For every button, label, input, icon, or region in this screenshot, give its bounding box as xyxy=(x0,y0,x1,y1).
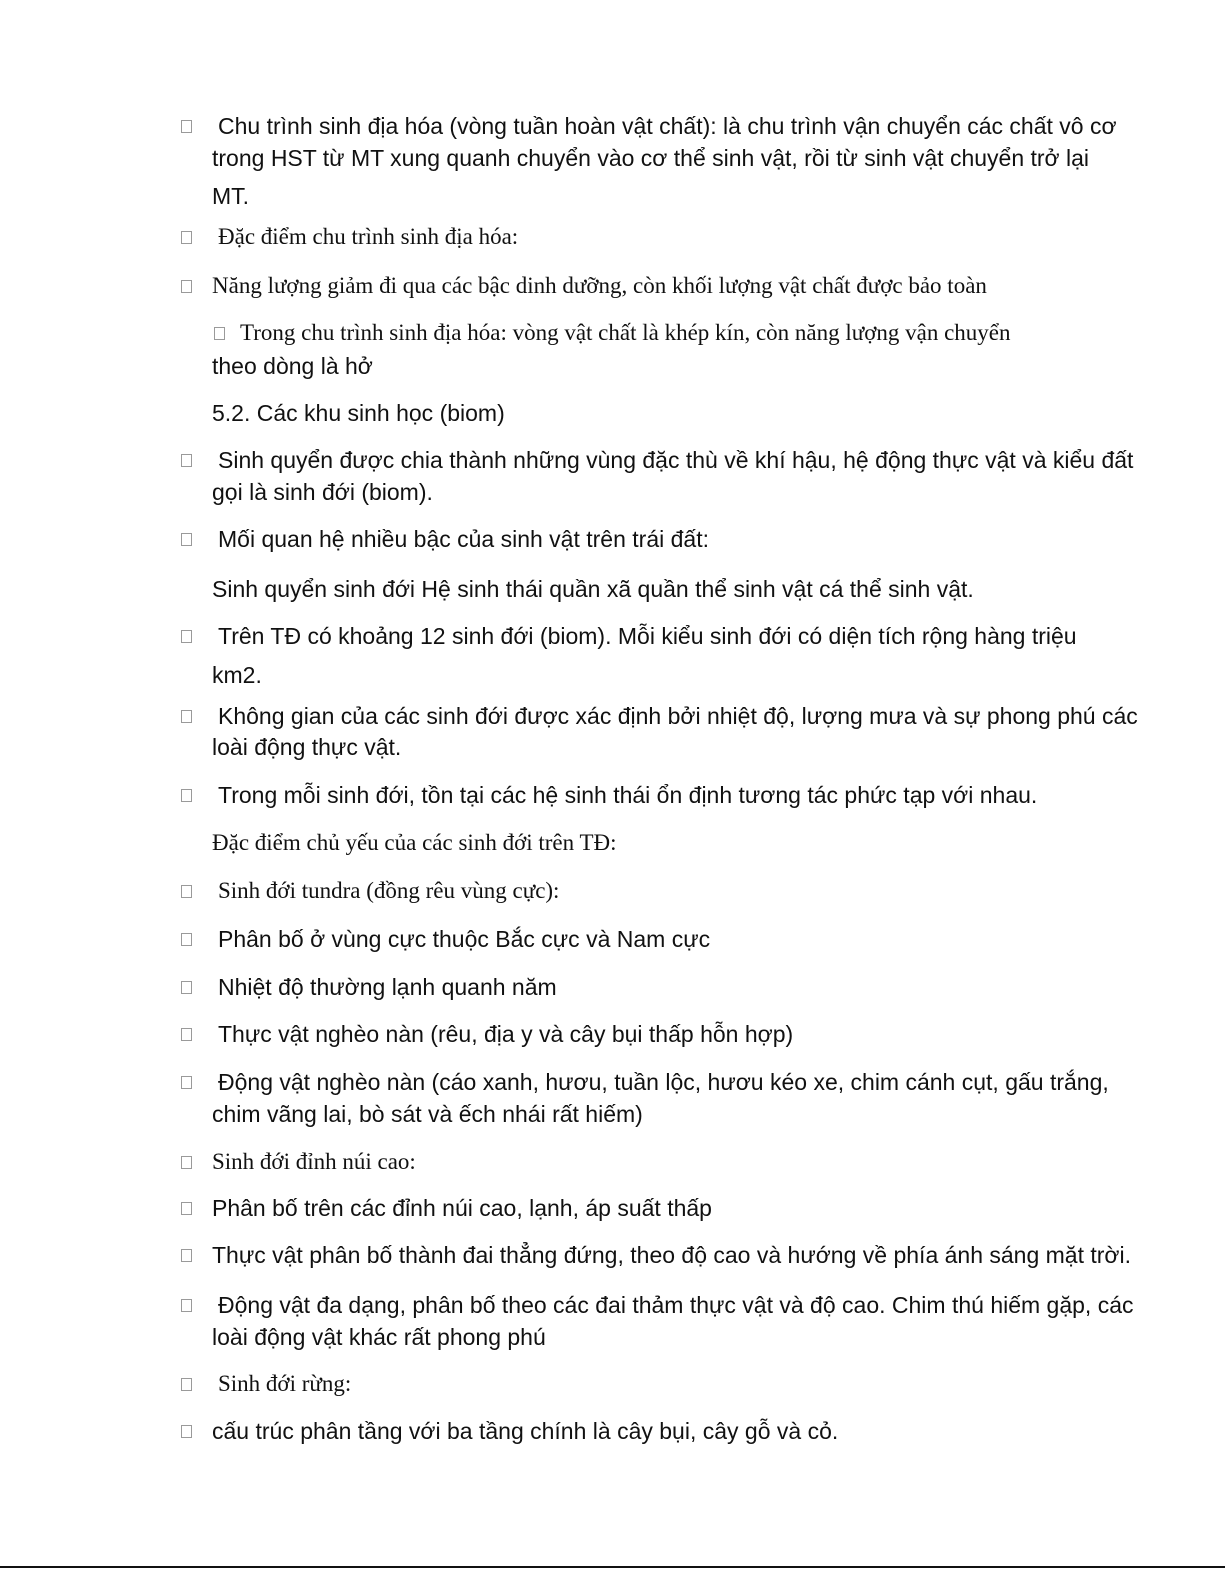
text-line xyxy=(0,731,1225,763)
bullet-item xyxy=(0,444,1225,476)
bullet-box-icon xyxy=(181,1076,192,1089)
line-text: Sinh đới rừng: xyxy=(218,1371,352,1396)
line-text: gọi là sinh đới (biom). xyxy=(212,479,433,505)
bullet-box-icon xyxy=(181,933,192,946)
line-text: Động vật đa dạng, phân bố theo các đai thảm thực vật và độ cao. Chim thú hiếm gặp, các xyxy=(218,1292,1134,1318)
bullet-item xyxy=(0,875,1225,907)
bullet-item xyxy=(0,1192,1225,1224)
line-text: cấu trúc phân tầng với ba tầng chính là cây bụi, cây gỗ và cỏ. xyxy=(212,1418,839,1444)
text-line xyxy=(0,350,1225,382)
bullet-box-icon xyxy=(181,1028,192,1041)
text-line xyxy=(0,180,1225,212)
line-text: Trong chu trình sinh địa hóa: vòng vật chất là khép kín, còn năng lượng vận chuyển xyxy=(240,320,1011,345)
line-text: Sinh đới đỉnh núi cao: xyxy=(212,1149,416,1174)
bullet-box-icon xyxy=(181,981,192,994)
line-text: Chu trình sinh địa hóa (vòng tuần hoàn vật chất): là chu trình vận chuyển các chất vô cơ xyxy=(218,113,1117,139)
bullet-box-icon xyxy=(181,1425,192,1438)
bullet-item xyxy=(0,1146,1225,1178)
bullet-item xyxy=(0,110,1225,142)
bullet-item xyxy=(0,1368,1225,1400)
page-bottom-border xyxy=(0,1566,1225,1568)
line-text: Sinh quyển được chia thành những vùng đặc thù về khí hậu, hệ động thực vật và kiểu đất xyxy=(218,447,1134,473)
line-text: Phân bố trên các đỉnh núi cao, lạnh, áp suất thấp xyxy=(212,1195,712,1221)
text-line xyxy=(0,142,1225,174)
text-line xyxy=(0,827,1225,859)
line-text: Mối quan hệ nhiều bậc của sinh vật trên trái đất: xyxy=(218,526,709,552)
line-text: Trong mỗi sinh đới, tồn tại các hệ sinh thái ổn định tương tác phức tạp với nhau. xyxy=(218,782,1038,808)
line-text: loài động thực vật. xyxy=(212,734,402,760)
bullet-box-icon xyxy=(214,327,225,340)
line-text: Nhiệt độ thường lạnh quanh năm xyxy=(218,974,557,1000)
line-text: theo dòng là hở xyxy=(212,353,373,379)
bullet-box-icon xyxy=(181,789,192,802)
line-text: Thực vật nghèo nàn (rêu, địa y và cây bụi thấp hỗn hợp) xyxy=(218,1021,794,1047)
line-text: Sinh đới tundra (đồng rêu vùng cực): xyxy=(218,878,560,903)
bullet-item xyxy=(0,523,1225,555)
bullet-box-icon xyxy=(181,1378,192,1391)
bullet-item xyxy=(0,779,1225,811)
bullet-box-icon xyxy=(181,231,192,244)
bullet-item xyxy=(0,620,1225,652)
text-line xyxy=(0,1098,1225,1130)
bullet-item xyxy=(0,1018,1225,1050)
bullet-item xyxy=(0,317,1225,349)
bullet-item xyxy=(0,1415,1225,1447)
line-text: Trên TĐ có khoảng 12 sinh đới (biom). Mỗi kiểu sinh đới có diện tích rộng hàng triệu xyxy=(218,623,1077,649)
bullet-box-icon xyxy=(181,630,192,643)
bullet-box-icon xyxy=(181,120,192,133)
line-text: Đặc điểm chủ yếu của các sinh đới trên TĐ: xyxy=(212,830,617,855)
line-text: Đặc điểm chu trình sinh địa hóa: xyxy=(218,224,519,249)
bullet-item xyxy=(0,1289,1225,1321)
bullet-box-icon xyxy=(181,280,192,293)
bullet-item xyxy=(0,1239,1225,1271)
line-text: loài động vật khác rất phong phú xyxy=(212,1324,546,1350)
bullet-box-icon xyxy=(181,1202,192,1215)
text-line xyxy=(0,397,1225,429)
text-line xyxy=(0,573,1225,605)
line-text: Động vật nghèo nàn (cáo xanh, hươu, tuần lộc, hươu kéo xe, chim cánh cụt, gấu trắng, xyxy=(218,1069,1109,1095)
line-text: 5.2. Các khu sinh học (biom) xyxy=(212,400,505,426)
line-text: trong HST từ MT xung quanh chuyển vào cơ thể sinh vật, rồi từ sinh vật chuyển trở lại xyxy=(212,145,1090,171)
line-text: chim vãng lai, bò sát và ếch nhái rất hiếm) xyxy=(212,1101,643,1127)
bullet-box-icon xyxy=(181,1156,192,1169)
bullet-box-icon xyxy=(181,1249,192,1262)
bullet-item xyxy=(0,1066,1225,1098)
line-text: Năng lượng giảm đi qua các bậc dinh dưỡng, còn khối lượng vật chất được bảo toàn xyxy=(212,273,987,298)
bullet-item xyxy=(0,270,1225,302)
line-text: Sinh quyển sinh đới Hệ sinh thái quần xã quần thể sinh vật cá thể sinh vật. xyxy=(212,576,974,602)
line-text: Thực vật phân bố thành đai thẳng đứng, theo độ cao và hướng về phía ánh sáng mặt trời. xyxy=(212,1242,1132,1268)
line-text: km2. xyxy=(212,662,262,688)
text-line xyxy=(0,476,1225,508)
line-text: Phân bố ở vùng cực thuộc Bắc cực và Nam cực xyxy=(218,926,711,952)
bullet-box-icon xyxy=(181,454,192,467)
bullet-box-icon xyxy=(181,533,192,546)
bullet-item xyxy=(0,923,1225,955)
bullet-box-icon xyxy=(181,710,192,723)
text-line xyxy=(0,659,1225,691)
line-text: Không gian của các sinh đới được xác định bởi nhiệt độ, lượng mưa và sự phong phú các xyxy=(218,703,1138,729)
bullet-box-icon xyxy=(181,885,192,898)
line-text: MT. xyxy=(212,183,250,209)
bullet-item xyxy=(0,221,1225,253)
bullet-item xyxy=(0,971,1225,1003)
bullet-item xyxy=(0,700,1225,732)
text-line xyxy=(0,1321,1225,1353)
bullet-box-icon xyxy=(181,1299,192,1312)
